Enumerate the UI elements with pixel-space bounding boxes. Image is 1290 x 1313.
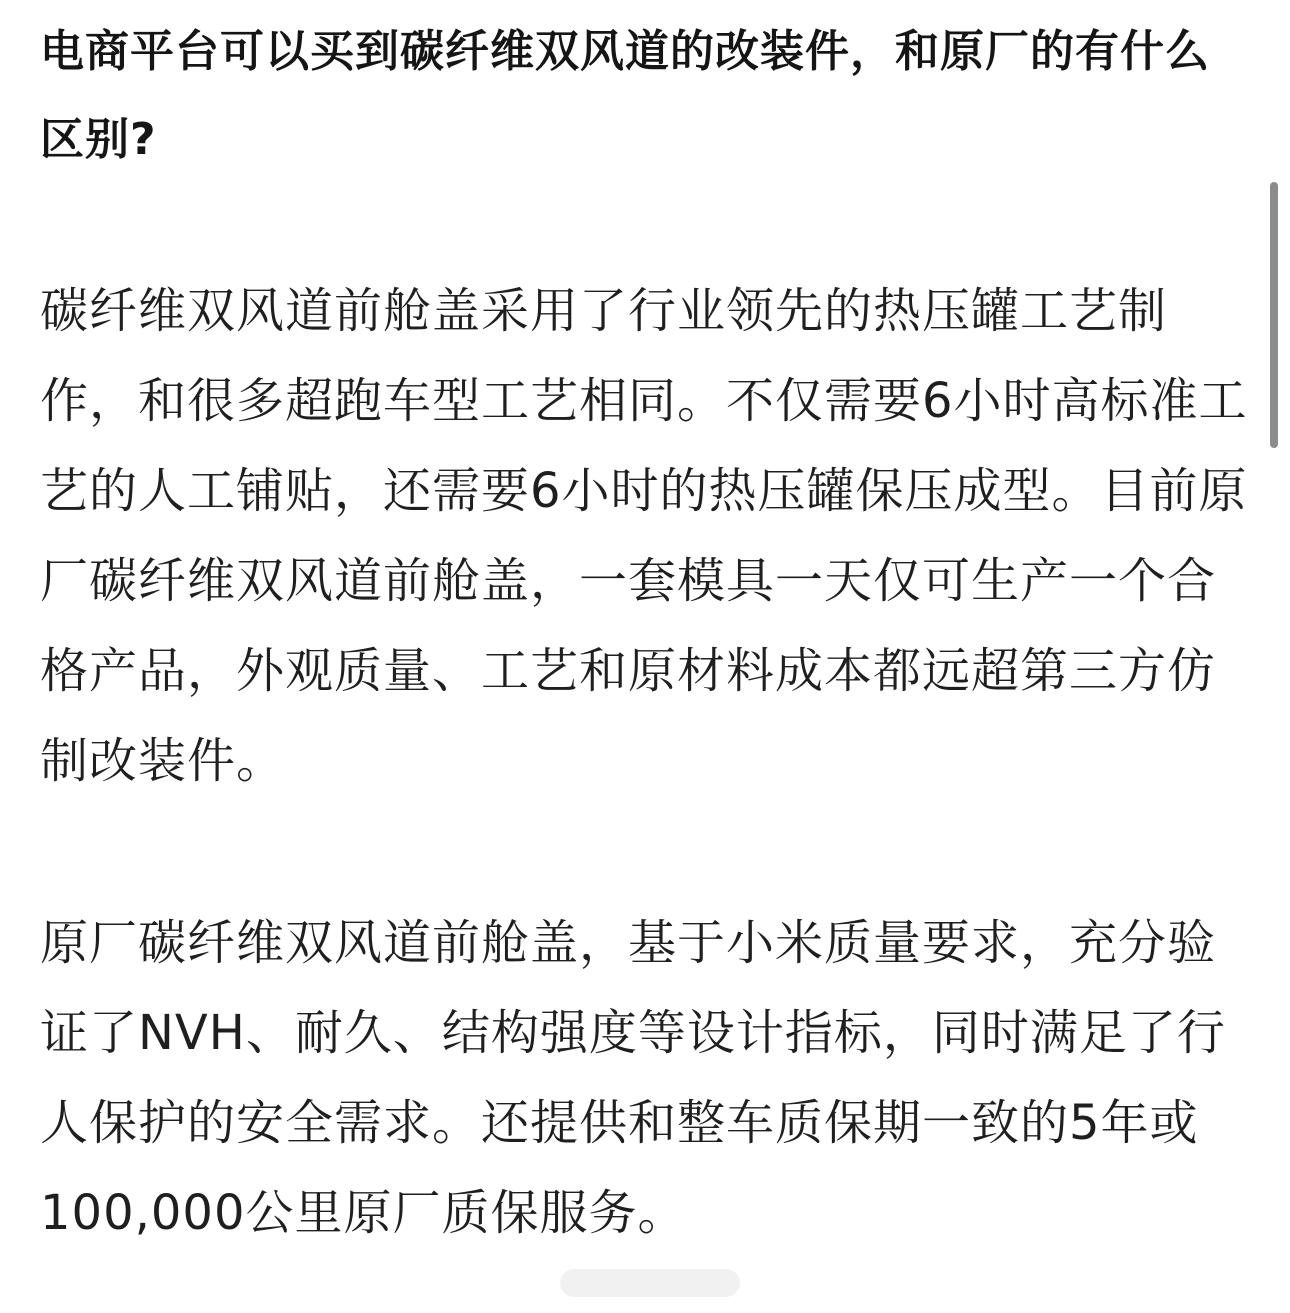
answer-paragraph-1: 碳纤维双风道前舱盖采用了行业领先的热压罐工艺制作，和很多超跑车型工艺相同。不仅需要6小时高标准工艺的人工铺贴，还需要6小时的热压罐保压成型。目前原厂碳纤维双风道前舱盖，一套模具一天仅可生产一个合格产品，外观质量、工艺和原材料成本都远超第三方仿制改装件。 [40, 283, 1248, 789]
question-title: 电商平台可以买到碳纤维双风道的改装件，和原厂的有什么区别? [40, 26, 1210, 165]
scrollbar-thumb[interactable] [1270, 182, 1278, 448]
answer-paragraph-2: 原厂碳纤维双风道前舱盖，基于小米质量要求，充分验证了NVH、耐久、结构强度等设计指标，同时满足了行人保护的安全需求。还提供和整车质保期一致的5年或100,000公里原厂质保服务。 [40, 915, 1226, 1241]
article [40, 0, 1252, 1241]
answer-body [40, 266, 1252, 1258]
watermark [560, 1269, 740, 1297]
vertical-scrollbar[interactable] [1270, 182, 1280, 450]
